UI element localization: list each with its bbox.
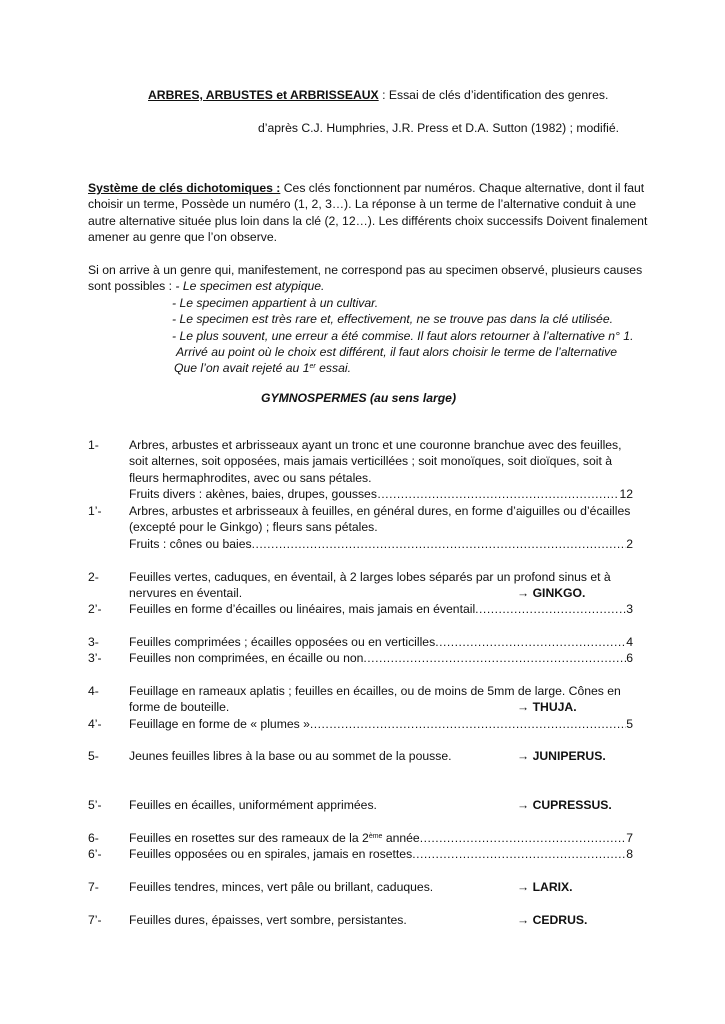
- genus-result: → CEDRUS.: [517, 913, 588, 927]
- goto-number: 12: [619, 487, 633, 502]
- key-entry-3: [88, 634, 633, 650]
- leader-dots: [389, 486, 619, 502]
- key-entry-5: 5- Jeunes feuilles libres à la base ou au sommet de la pousse. → JUNIPERUS.: [88, 749, 606, 763]
- key-number: 5’-: [88, 798, 102, 812]
- key-number: 2-: [88, 570, 99, 584]
- key-lead-row: Feuilles non comprimées, en écaille ou non ..... 6: [129, 650, 633, 666]
- leader-dots: [420, 830, 627, 846]
- key-number: 3’-: [88, 651, 102, 665]
- causes-block: [88, 262, 658, 377]
- key-lead-row: Feuilles en forme d’écailles ou linéaires, mais jamais en éventail ..... 3: [129, 601, 633, 617]
- key-entry-4: 4- Feuillage en rameaux aplatis ; feuilles en écailles, ou de moins de 5mm de large. Cônes en forme de bouteille. → THUJA.: [88, 684, 621, 715]
- cause-5: Arrivé au point où le choix est différent, il faut alors choisir le terme de l’alternative: [176, 345, 617, 360]
- goto-number: 4: [626, 635, 633, 649]
- key-number: 4’-: [88, 717, 102, 731]
- genus-result: → LARIX.: [517, 880, 573, 894]
- key-entry-6-prime: [88, 846, 633, 862]
- key-number: 1-: [88, 438, 99, 452]
- cause-3: - Le specimen est très rare et, effectivement, ne se trouve pas dans la clé utilisée.: [172, 312, 613, 327]
- key-number: 6’-: [88, 847, 102, 861]
- key-entry-7-prime: 7’- Feuilles dures, épaisses, vert sombre, persistantes. → CEDRUS.: [88, 913, 588, 927]
- key-lead-row: Fruits : cônes ou baies ..... 2: [129, 536, 633, 552]
- goto-number: 5: [626, 717, 633, 731]
- key-entry-1-prime: 1’- Arbres, arbustes et arbrisseaux à feuilles, en général dures, en forme d’aiguilles ou d’écailles (excepté pour le Ginkgo) ; fleurs sans pétales. Fruits : cônes ou baies ..... 2: [88, 503, 633, 552]
- key-entry-6: [88, 830, 633, 846]
- key-entry-4-prime: [88, 716, 633, 732]
- key-number: 6-: [88, 831, 99, 845]
- key-entry-2-prime: [88, 601, 633, 617]
- leader-dots: [412, 846, 626, 862]
- genus-result: → THUJA.: [517, 700, 577, 715]
- goto-number: 3: [626, 602, 633, 616]
- key-entry-5-prime: 5’- Feuilles en écailles, uniformément apprimées. → CUPRESSUS.: [88, 798, 612, 812]
- key-lead-row: Feuilles opposées ou en spirales, jamais en rosettes ..... 8: [129, 846, 633, 862]
- key-number: 2’-: [88, 602, 102, 616]
- leader-dots: [435, 634, 626, 650]
- key-number: 3-: [88, 635, 99, 649]
- key-entry-1: 1- Arbres, arbustes et arbrisseaux ayant un tronc et une couronne branchue avec des feuilles, soit alternes, soit opposées, mais jamais verticillées ; soit monoïques, soit dioïques, soit à fleurs hermaphrodites, avec ou sans pétales. Fruits divers : akènes, baies, drupes, gousses… ..... 12: [88, 437, 633, 503]
- leader-dots: [363, 650, 626, 666]
- authors-line: d’après C.J. Humphries, J.R. Press et D.A. Sutton (1982) ; modifié.: [258, 121, 620, 135]
- causes-line-1: Si on arrive à un genre qui, manifestement, ne correspond pas au specimen observé, plusieurs causes: [88, 263, 643, 277]
- intro-label: Système de clés dichotomiques :: [88, 181, 281, 195]
- document-title: [148, 87, 608, 103]
- leader-dots: [310, 716, 626, 732]
- section-title: GYMNOSPERMES (au sens large): [260, 391, 457, 405]
- key-entry-3-prime: [88, 650, 633, 666]
- key-number: 1’-: [88, 504, 102, 518]
- key-number: 4-: [88, 684, 99, 698]
- intro-paragraph: [88, 180, 648, 246]
- cause-2: - Le specimen appartient à un cultivar.: [172, 295, 379, 310]
- intro-text: Ces clés fonctionnent par numéros. Chaque alternative, dont il faut choisir un terme, Possède un numéro (1, 2, 3…). La réponse à un terme de l’alternative conduit à une autre alternative située plus loin dans la clé (2, 12…). Les différents choix successifs Doivent finalement amener au genre que l’on observe.: [88, 181, 648, 245]
- causes-lead: sont possibles :: [88, 279, 176, 294]
- genus-result: → GINKGO.: [517, 586, 586, 601]
- key-number: 7’-: [88, 913, 102, 927]
- key-lead-row: Feuilles comprimées ; écailles opposées ou en verticilles ..... 4: [129, 634, 633, 650]
- key-number: 5-: [88, 749, 99, 763]
- goto-number: 8: [626, 847, 633, 861]
- key-entry-7: 7- Feuilles tendres, minces, vert pâle ou brillant, caduques. → LARIX.: [88, 880, 573, 894]
- goto-number: 7: [626, 831, 633, 845]
- key-lead-row: Feuillage en forme de « plumes » ..... 5: [129, 716, 633, 732]
- key-lead-row: Fruits divers : akènes, baies, drupes, gousses… ..... 12: [129, 486, 633, 502]
- cause-4: - Le plus souvent, une erreur a été commise. Il faut alors retourner à l’alternative n° 1.: [172, 328, 634, 343]
- leader-dots: [475, 601, 626, 617]
- genus-result: → JUNIPERUS.: [517, 749, 606, 763]
- goto-number: 6: [626, 651, 633, 665]
- title-main: ARBRES, ARBUSTES et ARBRISSEAUX: [148, 88, 379, 102]
- key-entry-2: 2- Feuilles vertes, caduques, en éventail, à 2 larges lobes séparés par un profond sinus et à nervures en éventail. → GINKGO.: [88, 570, 611, 601]
- genus-result: → CUPRESSUS.: [517, 798, 612, 812]
- key-number: 7-: [88, 880, 99, 894]
- key-lead-row: Feuilles en rosettes sur des rameaux de la 2ème année ..... 7: [129, 830, 633, 846]
- cause-6: Que l’on avait rejeté au 1er essai.: [174, 361, 351, 376]
- cause-1: - Le specimen est atypique.: [175, 279, 325, 294]
- leader-dots: [252, 536, 627, 552]
- goto-number: 2: [626, 536, 633, 551]
- title-rest: : Essai de clés d’identification des genres.: [378, 88, 609, 102]
- causes-line-2: [88, 278, 658, 294]
